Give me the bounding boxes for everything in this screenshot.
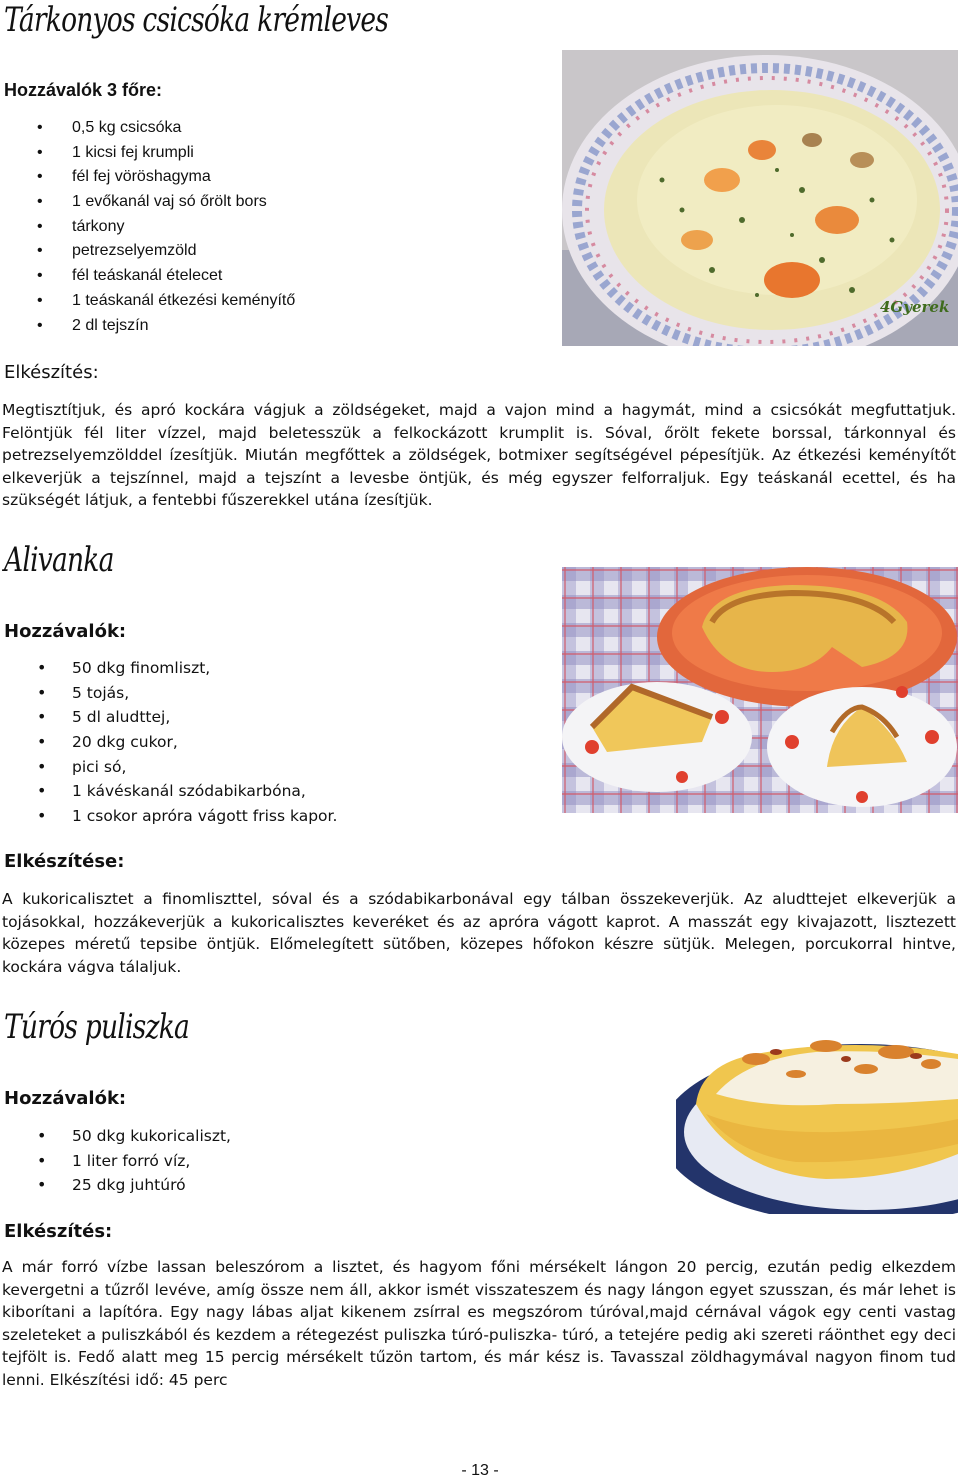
ingredient-item: • 1 kicsi fej krumpli: [0, 141, 295, 166]
ingredient-item: • 25 dkg juhtúró: [0, 1173, 231, 1198]
ingredient-item: • 2 dl tejszín: [0, 314, 295, 339]
ingredient-item: • 0,5 kg csicsóka: [0, 116, 295, 141]
ingredients-heading-alivanka: Hozzávalók:: [4, 621, 127, 642]
bullet-icon: •: [37, 267, 43, 285]
puliszka-photo: [676, 1004, 958, 1214]
ingredient-item: • 1 evőkanál vaj só őrölt bors: [0, 190, 295, 215]
ingredients-heading-soup: Hozzávalók 3 főre:: [4, 80, 163, 100]
method-text-alivanka: A kukoricalisztet a finomliszttel, sóval és a szódabikarbonával egy tálban összekeverjük. Az aludttejet elkeverjük a tojásokkal, hozzákeverjük a kukoricalisztes keveréket és az apróra vágott kaprot. A masszát egy kivajazott, lisztezett közepes méretű tepsibe öntjük. Előmelegített sütőben, közepes hőfokon készre sütjük. Melegen, porcukorral hintve, kockára vágva tálaljuk.: [2, 890, 956, 976]
method-heading-alivanka: Elkészítése:: [4, 851, 125, 872]
ingredient-item: • 1 liter forró víz,: [0, 1149, 231, 1174]
ingredient-item: • 1 csokor apróra vágott friss kapor.: [0, 804, 337, 829]
ingredient-item: • pici só,: [0, 755, 337, 780]
method-text-puliszka: A már forró vízbe lassan beleszórom a lisztet, és hagyom főni mérsékelt lángon 20 percig, ezután pedig elkezdem kevergetni a tűzről levéve, amíg össze nem áll, akkor ismét visszateszem és nagy lángon egyet szusszan, és már lehet is kiborítani a lapítóra. Egy nagy lábas aljat kikenem zsírral es megszórom túróval,majd cérnával vágok egy centi vastag szeleteket a puliszkából és kezdem a rétegezést puliszka túró-puliszka- túró, a tetejére pedig aki szereti ráönthet egy deci tejfölt is. Fedő alatt meg 15 percig mérsékelt tűzön tartom, és már kész is. Tavasszal zöldhagymával nagyon finom tud lenni. Elkészítési idő: 45 perc: [2, 1258, 956, 1389]
ingredients-heading-puliszka: Hozzávalók:: [4, 1088, 127, 1109]
ingredient-item: • 20 dkg cukor,: [0, 730, 337, 755]
ingredient-item: • 1 teáskanál étkezési keményítő: [0, 289, 295, 314]
alivanka-photo: [562, 567, 958, 813]
ingredient-item: • fél fej vöröshagyma: [0, 165, 295, 190]
bullet-icon: •: [37, 1126, 47, 1145]
bullet-icon: •: [37, 143, 43, 161]
bullet-icon: •: [37, 1150, 47, 1170]
ingredients-list-alivanka: [0, 656, 337, 829]
method-heading-puliszka: Elkészítés:: [4, 1221, 113, 1242]
ingredient-item: • tárkony: [0, 215, 295, 240]
bullet-icon: •: [37, 682, 47, 702]
page-number: - 13 -: [461, 1462, 499, 1479]
bullet-icon: •: [37, 1175, 47, 1195]
bullet-icon: •: [37, 291, 43, 309]
ingredient-item: • 5 tojás,: [0, 681, 337, 706]
bullet-icon: •: [37, 658, 47, 677]
ingredient-item: • petrezselyemzöld: [0, 239, 295, 264]
bullet-icon: •: [37, 119, 43, 136]
bullet-icon: •: [37, 732, 47, 752]
method-text-soup: Megtisztítjuk, és apró kockára vágjuk a zöldségeket, majd a vajon mind a hagymát, mind a csicsókát megfuttatjuk. Felöntjük fél liter vízzel, majd beletesszük a felkockázott krumplit is. Sóval, őrölt fekete borssal, tárkonnyal és petrezselyemzölddel ízesítjük. Miután megfőttek a zöldségek, botmixer segítségével pépesítjük. Az étkezési keményítőt elkeverjük a tejszínnel, majd a tejszínt a levesbe öntjük, és még egyszer felforraljuk. Egy teáskanál ecettel, és ha szükségét látjuk, a fentebbi fűszerekkel utána ízesítjük.: [2, 401, 956, 510]
ingredient-item: • fél teáskanál ételecet: [0, 264, 295, 289]
bullet-icon: •: [37, 193, 43, 211]
bullet-icon: •: [37, 168, 43, 186]
bullet-icon: •: [37, 707, 47, 727]
recipe-title-soup: Tárkonyos csicsóka krémleves: [4, 0, 389, 40]
bullet-icon: •: [37, 242, 43, 260]
ingredient-item: • 50 dkg finomliszt,: [0, 656, 337, 681]
soup-photo: [562, 50, 958, 346]
ingredients-list-puliszka: [0, 1124, 231, 1198]
method-heading-soup: Elkészítés:: [4, 362, 99, 383]
ingredient-item: • 50 dkg kukoricaliszt,: [0, 1124, 231, 1149]
ingredient-item: • 5 dl aludttej,: [0, 705, 337, 730]
recipe-title-alivanka: Alivanka: [4, 540, 114, 580]
bullet-icon: •: [37, 756, 47, 776]
bullet-icon: •: [37, 217, 43, 235]
bullet-icon: •: [37, 316, 43, 334]
bullet-icon: •: [37, 806, 47, 826]
photo-watermark: 4Gyerek: [880, 298, 950, 316]
recipe-title-puliszka: Túrós puliszka: [4, 1007, 190, 1047]
ingredients-list-soup: [0, 116, 295, 338]
bullet-icon: •: [37, 781, 47, 801]
ingredient-item: • 1 kávéskanál szódabikarbóna,: [0, 779, 337, 804]
